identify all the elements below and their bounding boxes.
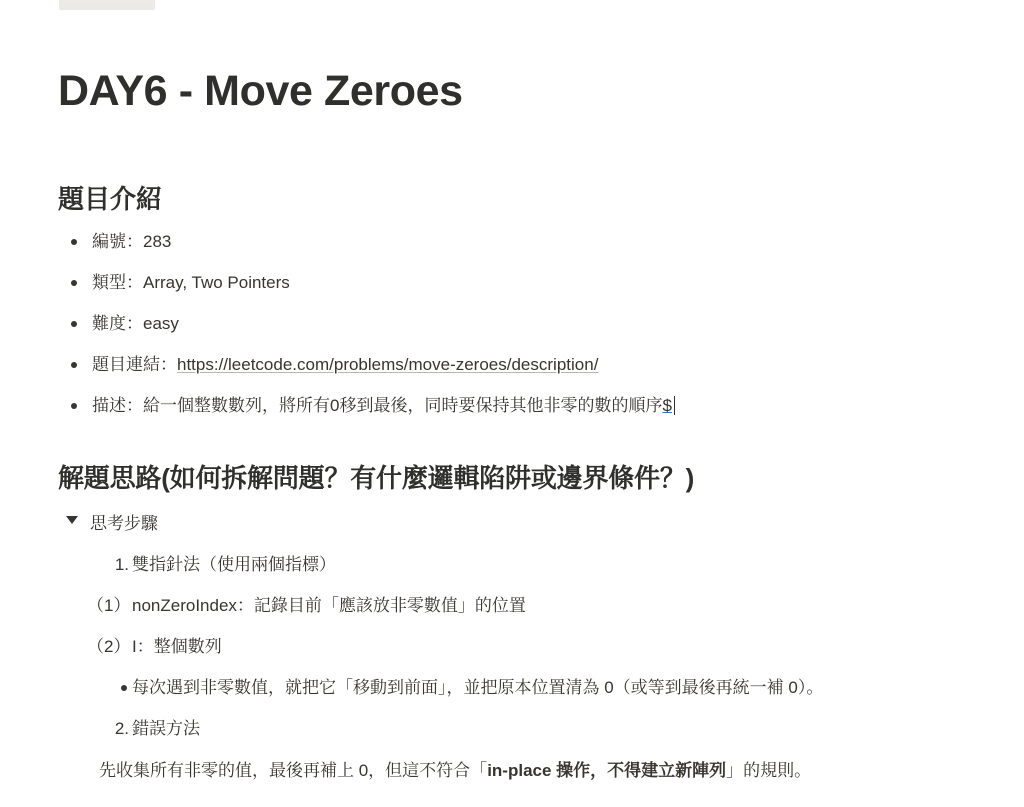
chevron-down-icon[interactable]: [66, 516, 78, 524]
toggle-label: 思考步驟: [90, 514, 158, 533]
list-item: [58, 353, 988, 377]
note-suffix: 」的規則。: [726, 761, 812, 780]
bullet-icon: [121, 685, 127, 691]
toggle-block[interactable]: [58, 512, 158, 536]
list-item-text: 錯誤方法: [132, 719, 200, 738]
list-item: [58, 271, 988, 295]
list-item-label: 題目連結：: [92, 355, 177, 374]
page-title: DAY6 - Move Zeroes: [58, 67, 463, 115]
text-cursor: [674, 396, 675, 415]
list-item-text: I：整個數列: [132, 637, 222, 656]
list-marker: 2.: [114, 719, 129, 738]
list-item-value: Array, Two Pointers: [143, 273, 290, 292]
list-item: [87, 634, 1012, 659]
list-item-value: 給一個整數數列，將所有0移到最後，同時要保持其他非零的數的順序: [143, 396, 663, 415]
list-item-value: 283: [143, 232, 172, 251]
note-emphasis: in-place 操作，不得建立新陣列: [487, 761, 727, 780]
list-item: [58, 394, 988, 418]
list-item-text: 雙指針法（使用兩個指標）: [132, 555, 336, 574]
list-item: [92, 675, 1024, 700]
list-item-label: 描述：: [92, 396, 143, 415]
section-heading-intro: 題目介紹: [58, 184, 163, 214]
intro-list: [58, 230, 988, 435]
list-item-label: 難度：: [92, 314, 143, 333]
leetcode-problem-link[interactable]: https://leetcode.com/problems/move-zeroes/description/: [177, 355, 599, 374]
section-heading-approach: 解題思路(如何拆解問題？有什麼邏輯陷阱或邊界條件？): [58, 463, 695, 493]
list-item: [58, 230, 988, 254]
list-item-value: easy: [143, 314, 179, 333]
list-item-label: 類型：: [92, 273, 143, 292]
inline-math-marker[interactable]: $: [662, 396, 672, 415]
note-prefix: 先收集所有非零的值，最後再補上 0，但這不符合「: [99, 761, 488, 780]
list-item-text: nonZeroIndex：記錄目前「應該放非零數值」的位置: [132, 596, 526, 615]
list-item-label: 編號：: [92, 232, 143, 251]
approach-note: [99, 758, 811, 783]
list-item: [92, 552, 1012, 577]
list-marker: （1）: [87, 596, 131, 615]
list-marker: 1.: [114, 555, 129, 574]
cover-image: [59, 0, 155, 10]
list-item: [92, 716, 1012, 741]
list-item: [58, 312, 988, 336]
list-item: [87, 593, 1012, 618]
list-item-text: 每次遇到非零數值，就把它「移動到前面」，並把原本位置清為 0（或等到最後再統一補 0）。: [132, 678, 824, 697]
list-marker: （2）: [87, 637, 131, 656]
